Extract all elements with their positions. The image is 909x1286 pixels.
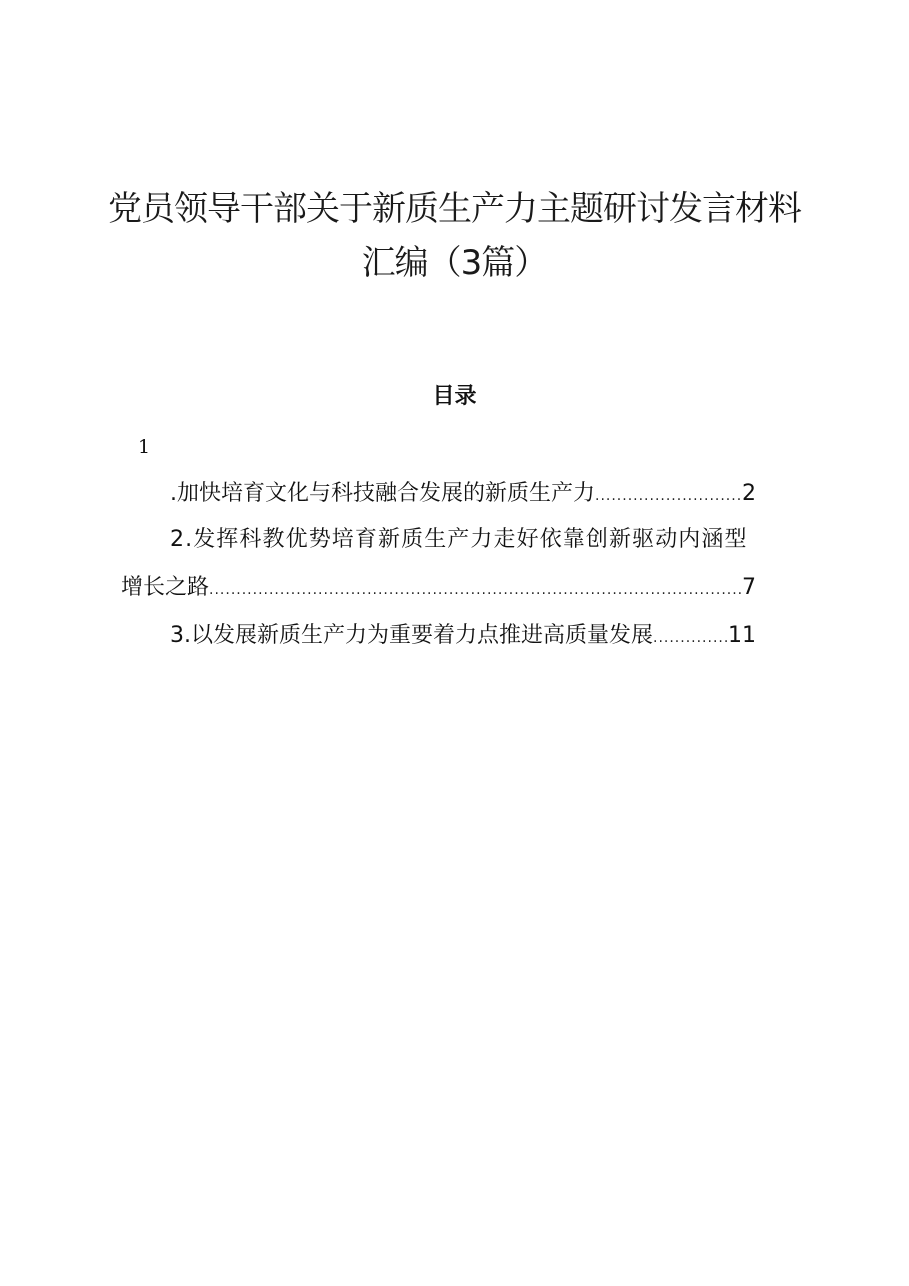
toc-entry-1-page: 2 [742, 481, 756, 506]
stray-number: 1 [138, 436, 151, 458]
toc-entry-3-page: 11 [728, 623, 756, 648]
toc-entry-1-leader [595, 479, 742, 513]
toc-entry-2-title-line2: 增长之路 [121, 575, 210, 600]
toc-entry-2-page: 7 [742, 575, 756, 600]
toc-entry-1[interactable] [170, 477, 756, 513]
toc-entry-3-title: 3.以发展新质生产力为重要着力点推进高质量发展 [170, 623, 653, 648]
toc-entry-3[interactable] [170, 619, 756, 655]
toc-entry-2-title-line1: 2.发挥科教优势培育新质生产力走好依靠创新驱动内涵型 [170, 527, 748, 552]
toc-heading: 目录 [432, 383, 477, 409]
toc-entry-2-line1[interactable] [170, 523, 798, 557]
toc-entry-2-leader [209, 573, 742, 607]
toc-entry-1-title: .加快培育文化与科技融合发展的新质生产力 [170, 481, 595, 506]
toc-entry-2-line2[interactable] [121, 571, 756, 607]
document-title: 党员领导干部关于新质生产力主题研讨发言材料汇编（3篇） [108, 189, 801, 283]
toc-entry-3-leader [653, 621, 728, 655]
